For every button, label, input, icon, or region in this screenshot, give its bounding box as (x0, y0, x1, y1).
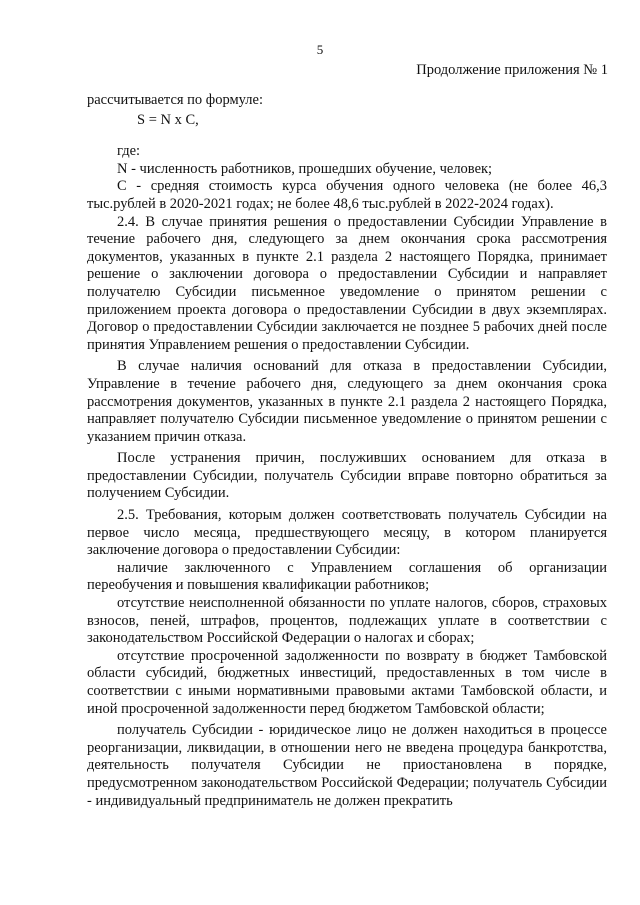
paragraph-reapply: После устранения причин, послуживших основанием для отказа в предоставлении Субсидии, получатель Субсидии вправе повторно обратиться за получением Субсидии. (87, 450, 607, 502)
paragraph-2-4: 2.4. В случае принятия решения о предоставлении Субсидии Управление в течение рабочего дня, следующего за днем окончания срока рассмотрения документов, указанных в пункте 2.1 раздела 2 настоящего Порядка, принимает решение о заключении договора о предоставлении Субсидии и направляет получателю Субсидии письменное уведомление о принятом решении с приложением проекта договора о предоставлении Субсидии в двух экземплярах. Договор о предоставлении Субсидии заключается не позднее 5 рабочих дней после принятия Управлением решения о предоставлении Субсидии. (87, 213, 607, 353)
document-body (87, 92, 607, 810)
requirement-agreement: наличие заключенного с Управлением соглашения об организации переобучения и повышения квалификации работников; (87, 559, 607, 594)
formula: S = N x C, (137, 111, 199, 128)
n-definition: N - численность работников, прошедших обучение, человек; (117, 160, 493, 177)
appendix-continuation-header: Продолжение приложения № 1 (416, 62, 608, 78)
paragraph-refusal: В случае наличия оснований для отказа в предоставлении Субсидии, Управление в течение рабочего дня, следующего за днем окончания срока рассмотрения документов, указанных в пункте 2.1 раздела 2 настоящего Порядка, направляет получателю Субсидии письменное уведомление о принятом решении с указанием причин отказа. (87, 358, 607, 445)
formula-intro: рассчитывается по формуле: (87, 92, 263, 108)
paragraph-2-5: 2.5. Требования, которым должен соответствовать получатель Субсидии на первое число месяца, предшествующего месяцу, в котором планируется заключение договора о предоставлении Субсидии: (87, 507, 607, 559)
where-label: где: (117, 143, 141, 160)
requirement-no-budget-debt: отсутствие просроченной задолженности по возврату в бюджет Тамбовской области субсидий, бюджетных инвестиций, предоставленных в том числе в соответствии с иными нормативными правовыми актами Тамбовской области, и иной просроченной задолженности перед бюджетом Тамбовской области; (87, 647, 607, 717)
requirement-no-tax-debt: отсутствие неисполненной обязанности по уплате налогов, сборов, страховых взносов, пеней, штрафов, процентов, подлежащих уплате в соответствии с законодательством Российской Федерации о налогах и сборах; (87, 595, 607, 647)
page-number: 5 (316, 42, 324, 57)
requirement-legal-status: получатель Субсидии - юридическое лицо не должен находиться в процессе реорганизации, ликвидации, в отношении него не введена процедура банкротства, деятельность получателя Субсидии не приостановлена в порядке, предусмотренном законодательством Российской Федерации; получатель Субсидии - индивидуальный предприниматель не должен прекратить (87, 722, 607, 809)
c-definition: С - средняя стоимость курса обучения одного человека (не более 46,3 тыс.рублей в 2020-2021 годах; не более 48,6 тыс.рублей в 2022-2024 годах). (87, 178, 607, 212)
